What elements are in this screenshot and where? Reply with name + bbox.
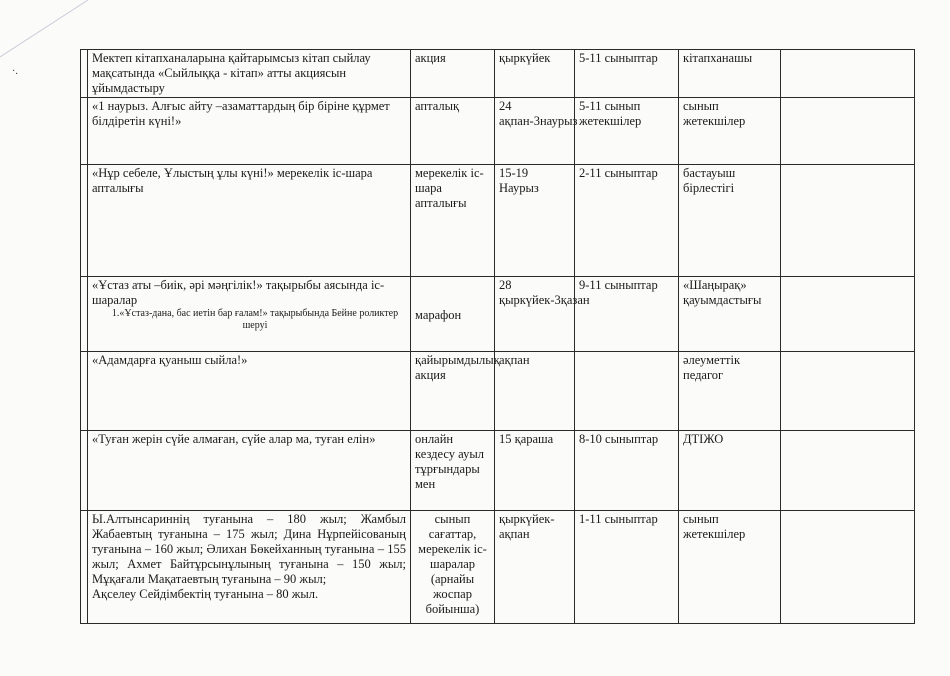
form-cell: мерекелік іс-шара апталығы: [411, 165, 495, 277]
row-margin-cell: [81, 165, 88, 277]
date-cell: 24 ақпан-3наурыз: [495, 98, 575, 165]
grades-cell: 5-11 сынып жетекшілер: [575, 98, 679, 165]
responsible-cell: кітапханашы: [679, 50, 781, 98]
responsible-cell: ДТІЖО: [679, 431, 781, 511]
date-cell: 15 қараша: [495, 431, 575, 511]
grades-cell: 1-11 сыныптар: [575, 511, 679, 624]
event-cell: «Туған жерін сүйе алмаған, сүйе алар ма, туған елін»: [88, 431, 411, 511]
event-title: «Ұстаз аты –биік, әрі мәңгілік!» тақырыбы аясында іс-шаралар: [92, 278, 385, 307]
note-cell: [781, 98, 915, 165]
row-margin-cell: [81, 50, 88, 98]
event-cell: [88, 277, 411, 352]
note-cell: [781, 277, 915, 352]
note-cell: [781, 165, 915, 277]
row-margin-cell: [81, 352, 88, 431]
plan-table: [80, 49, 915, 624]
responsible-cell: «Шаңырақ» қауымдастығы: [679, 277, 781, 352]
event-cell: «Нұр себеле, Ұлыстың ұлы күні!» мерекелік іс-шара апталығы: [88, 165, 411, 277]
note-cell: [781, 50, 915, 98]
table-row: [81, 352, 915, 431]
table-row: [81, 98, 915, 165]
form-cell: қайырымдылық акция: [411, 352, 495, 431]
form-cell: [411, 277, 495, 352]
date-cell: қыркүйек-ақпан: [495, 511, 575, 624]
event-cell: «Адамдарға қуаныш сыйла!»: [88, 352, 411, 431]
responsible-cell: сынып жетекшілер: [679, 511, 781, 624]
grades-cell: 2-11 сыныптар: [575, 165, 679, 277]
date-cell: 28 қыркүйек-3қазан: [495, 277, 575, 352]
table-row: [81, 511, 915, 624]
grades-cell: [575, 352, 679, 431]
scan-speck: ·.: [12, 66, 18, 77]
date-cell: қыркүйек: [495, 50, 575, 98]
date-cell: ақпан: [495, 352, 575, 431]
responsible-cell: бастауыш бірлестігі: [679, 165, 781, 277]
event-cell: [88, 511, 411, 624]
anniversary-list: Ы.Алтынсариннің туғанына – 180 жыл; Жамбыл Жабаевтың туғанына – 175 жыл; Дина Нұрпейісованың туғанына – 160 жыл; Әлихан Бөкейханның туғанына – 155 жыл; Ахмет Байтұрсынұлының туғанына – 150 жыл; Мұқағали Мақатаевтың туғанына – 90 жыл;: [92, 512, 406, 586]
form-cell: акция: [411, 50, 495, 98]
row-margin-cell: [81, 277, 88, 352]
responsible-cell: әлеуметтік педагог: [679, 352, 781, 431]
row-margin-cell: [81, 431, 88, 511]
table-row: [81, 50, 915, 98]
scan-edge-line: [0, 0, 90, 60]
grades-cell: 8-10 сыныптар: [575, 431, 679, 511]
responsible-cell: сынып жетекшілер: [679, 98, 781, 165]
note-cell: [781, 431, 915, 511]
form-cell: онлайн кездесу ауыл тұрғындары мен: [411, 431, 495, 511]
table-row: [81, 277, 915, 352]
note-cell: [781, 511, 915, 624]
form-text: марафон: [415, 308, 462, 322]
event-cell: Мектеп кітапханаларына қайтарымсыз кітап сыйлау мақсатында «Сыйлыққа - кітап» атты акциясын ұйымдастыру: [88, 50, 411, 98]
form-cell: апталық: [411, 98, 495, 165]
grades-cell: 5-11 сыныптар: [575, 50, 679, 98]
event-subtitle: 1.«Ұстаз-дана, бас иетін бар ғалам!» тақырыбында Бейне роликтер шеруі: [111, 308, 399, 331]
table-row: [81, 165, 915, 277]
note-cell: [781, 352, 915, 431]
row-margin-cell: [81, 511, 88, 624]
event-cell: «1 наурыз. Алғыс айту –азаматтардың бір біріне құрмет білдіретін күні!»: [88, 98, 411, 165]
form-cell: сынып сағаттар, мерекелік іс-шаралар (арнайы жоспар бойынша): [411, 511, 495, 624]
row-margin-cell: [81, 98, 88, 165]
table-row: [81, 431, 915, 511]
grades-cell: 9-11 сыныптар: [575, 277, 679, 352]
anniversary-last: Ақселеу Сейдімбектің туғанына – 80 жыл.: [92, 587, 319, 601]
date-cell: 15-19 Наурыз: [495, 165, 575, 277]
